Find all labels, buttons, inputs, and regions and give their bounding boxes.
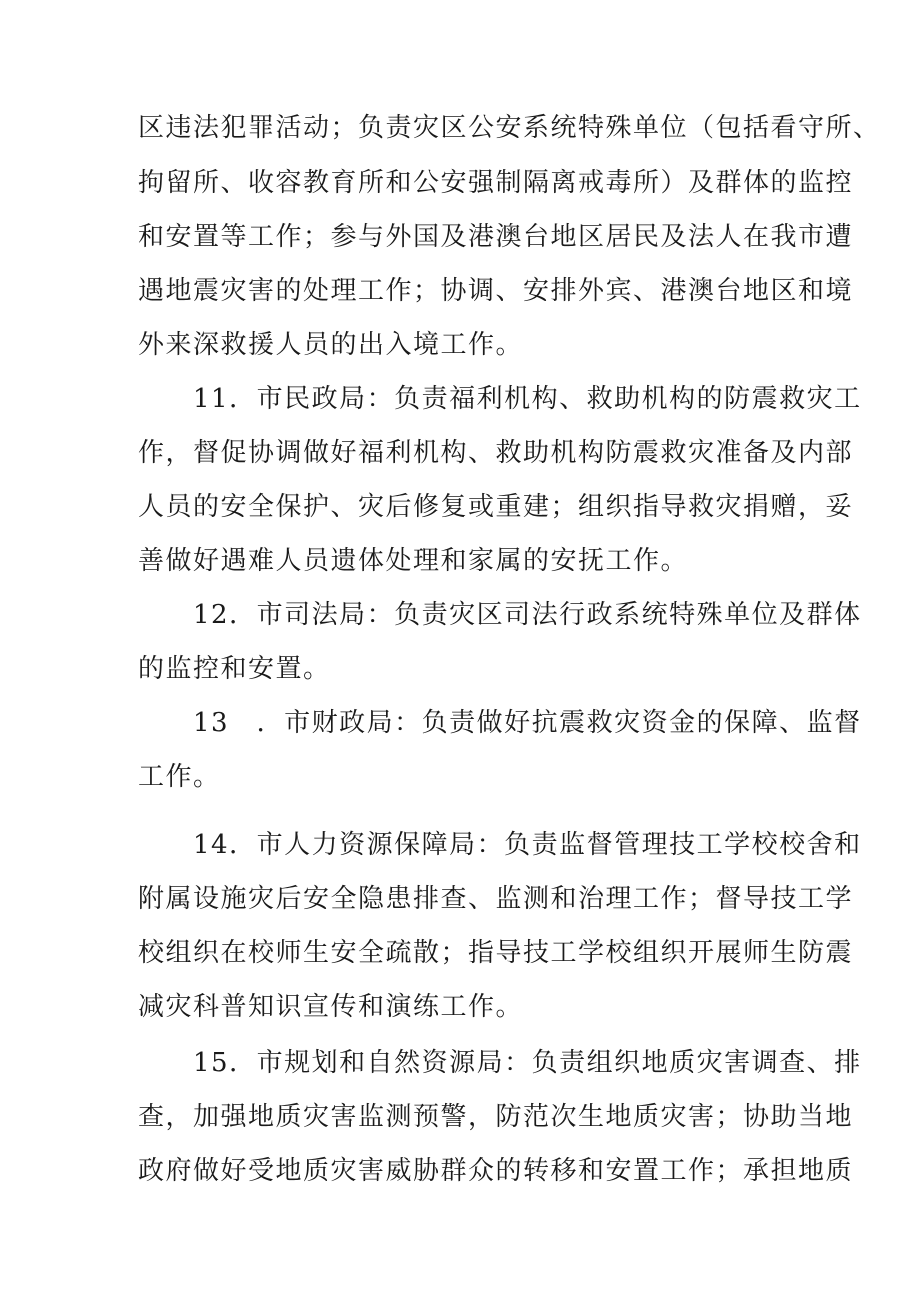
text-line: 和安置等工作；参与外国及港澳台地区居民及法人在我市遭 bbox=[138, 222, 854, 252]
text-line: 减灾科普知识宣传和演练工作。 bbox=[138, 992, 524, 1022]
text-line: 作，督促协调做好福利机构、救助机构防震救灾准备及内部 bbox=[138, 438, 854, 468]
text-line: 政府做好受地质灾害威胁群众的转移和安置工作；承担地质 bbox=[138, 1156, 854, 1186]
text-line: 区违法犯罪活动；负责灾区公安系统特殊单位（包括看守所、 bbox=[138, 113, 881, 143]
paragraph-14-first-line: 14．市人力资源保障局：负责监督管理技工学校校舍和 bbox=[193, 830, 862, 860]
text-line: 善做好遇难人员遗体处理和家属的安抚工作。 bbox=[138, 546, 689, 576]
text-line: 遇地震灾害的处理工作；协调、安排外宾、港澳台地区和境 bbox=[138, 276, 854, 306]
text-line: 校组织在校师生安全疏散；指导技工学校组织开展师生防震 bbox=[138, 938, 854, 968]
text-line: 工作。 bbox=[138, 762, 221, 792]
text-line: 的监控和安置。 bbox=[138, 654, 331, 684]
paragraph-11-first-line: 11．市民政局：负责福利机构、救助机构的防震救灾工 bbox=[193, 384, 862, 414]
text-line: 查，加强地质灾害监测预警，防范次生地质灾害；协助当地 bbox=[138, 1102, 854, 1132]
paragraph-13-first-line: 13 ．市财政局：负责做好抗震救灾资金的保障、监督 bbox=[193, 708, 862, 738]
text-line: 人员的安全保护、灾后修复或重建；组织指导救灾捐赠，妥 bbox=[138, 492, 854, 522]
text-line: 外来深救援人员的出入境工作。 bbox=[138, 330, 524, 360]
paragraph-15-first-line: 15．市规划和自然资源局：负责组织地质灾害调查、排 bbox=[193, 1048, 862, 1078]
text-line: 附属设施灾后安全隐患排查、监测和治理工作；督导技工学 bbox=[138, 884, 854, 914]
text-line: 拘留所、收容教育所和公安强制隔离戒毒所）及群体的监控 bbox=[138, 168, 854, 198]
paragraph-12-first-line: 12．市司法局：负责灾区司法行政系统特殊单位及群体 bbox=[193, 600, 862, 630]
